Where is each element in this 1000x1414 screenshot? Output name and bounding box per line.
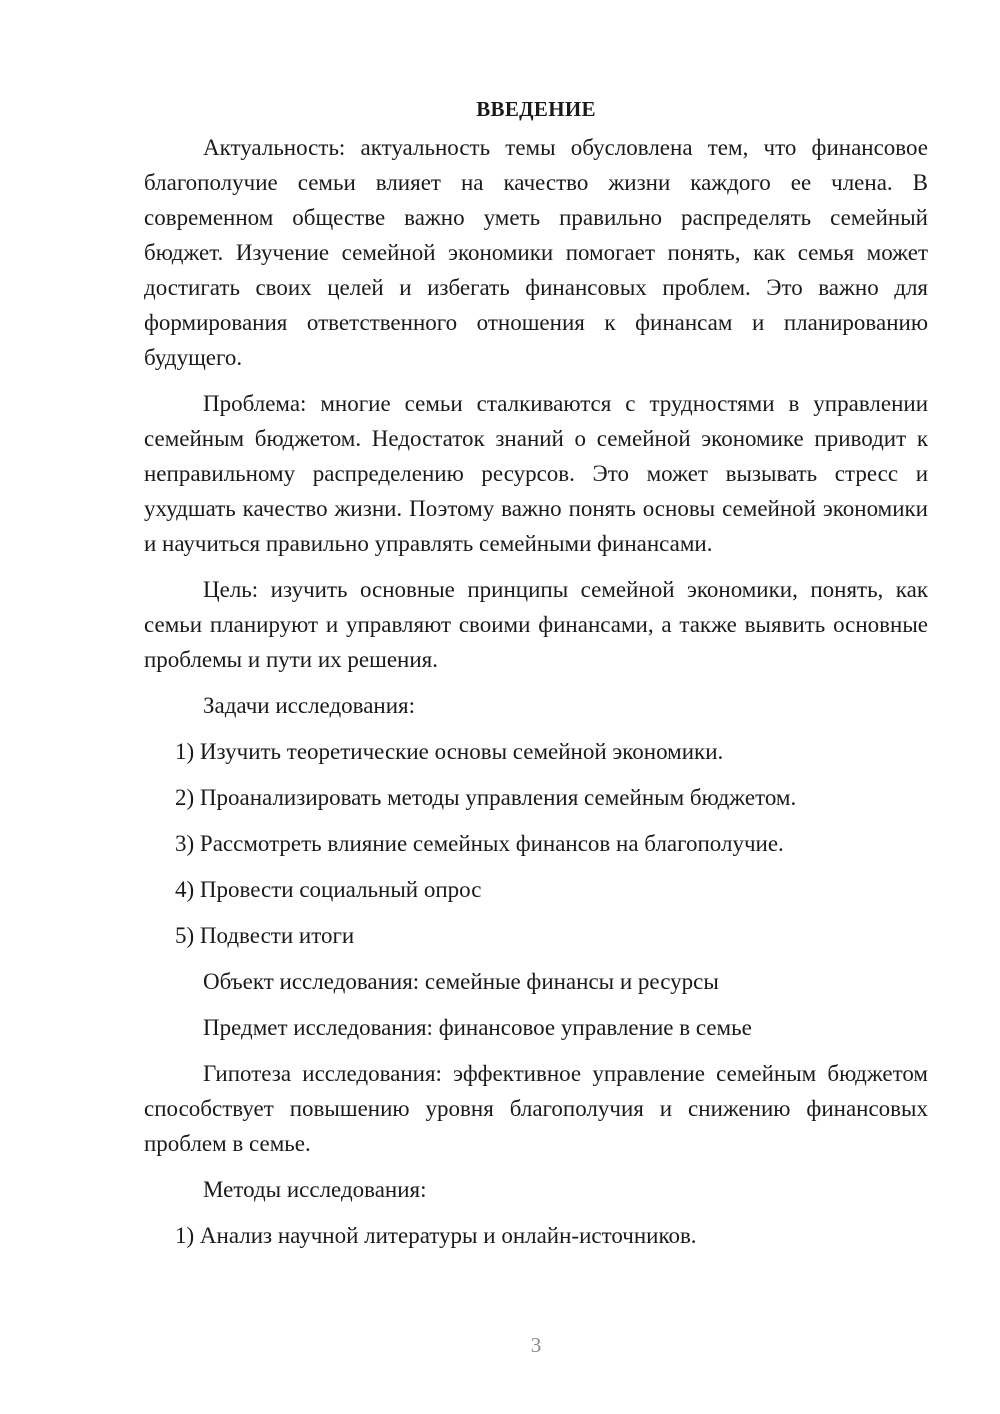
page-number: 3 [530, 1333, 542, 1357]
document-body [144, 92, 928, 1264]
list-item: 3) Рассмотреть влияние семейных финансов на благополучие. [175, 831, 784, 856]
goal-paragraph: Цель: изучить основные принципы семейной экономики, понять, как семьи планируют и управляют своими финансами, а также выявить основные проблемы и пути их решения. [144, 577, 928, 672]
list-item: 1) Анализ научной литературы и онлайн-источников. [175, 1223, 697, 1248]
problem-paragraph: Проблема: многие семьи сталкиваются с трудностями в управлении семейным бюджетом. Недостаток знаний о семейной экономике приводит к неправильному распределению ресурсов. Это может вызывать стресс и ухудшать качество жизни. Поэтому важно понять основы семейной экономики и научиться правильно управлять семейными финансами. [144, 391, 928, 556]
tasks-title: Задачи исследования: [203, 693, 416, 718]
list-item: 5) Подвести итоги [175, 923, 355, 948]
hypothesis-paragraph: Гипотеза исследования: эффективное управление семейным бюджетом способствует повышению уровня благополучия и снижению финансовых проблем в семье. [144, 1061, 928, 1156]
methods-list [144, 1218, 928, 1253]
methods-title: Методы исследования: [203, 1177, 427, 1202]
page-title: ВВЕДЕНИЕ [476, 97, 596, 121]
tasks-list [144, 734, 928, 953]
object-line: Объект исследования: семейные финансы и ресурсы [203, 969, 719, 994]
list-item: 1) Изучить теоретические основы семейной экономики. [175, 739, 724, 764]
list-item: 4) Провести социальный опрос [175, 877, 482, 902]
relevance-paragraph: Актуальность: актуальность темы обусловлена тем, что финансовое благополучие семьи влияет на качество жизни каждого ее члена. В современном обществе важно уметь правильно распределять семейный бюджет. Изучение семейной экономики помогает понять, как семья может достигать своих целей и избегать финансовых проблем. Это важно для формирования ответственного отношения к финансам и планированию будущего. [144, 135, 928, 370]
subject-line: Предмет исследования: финансовое управление в семье [203, 1015, 752, 1040]
list-item: 2) Проанализировать методы управления семейным бюджетом. [175, 785, 797, 810]
